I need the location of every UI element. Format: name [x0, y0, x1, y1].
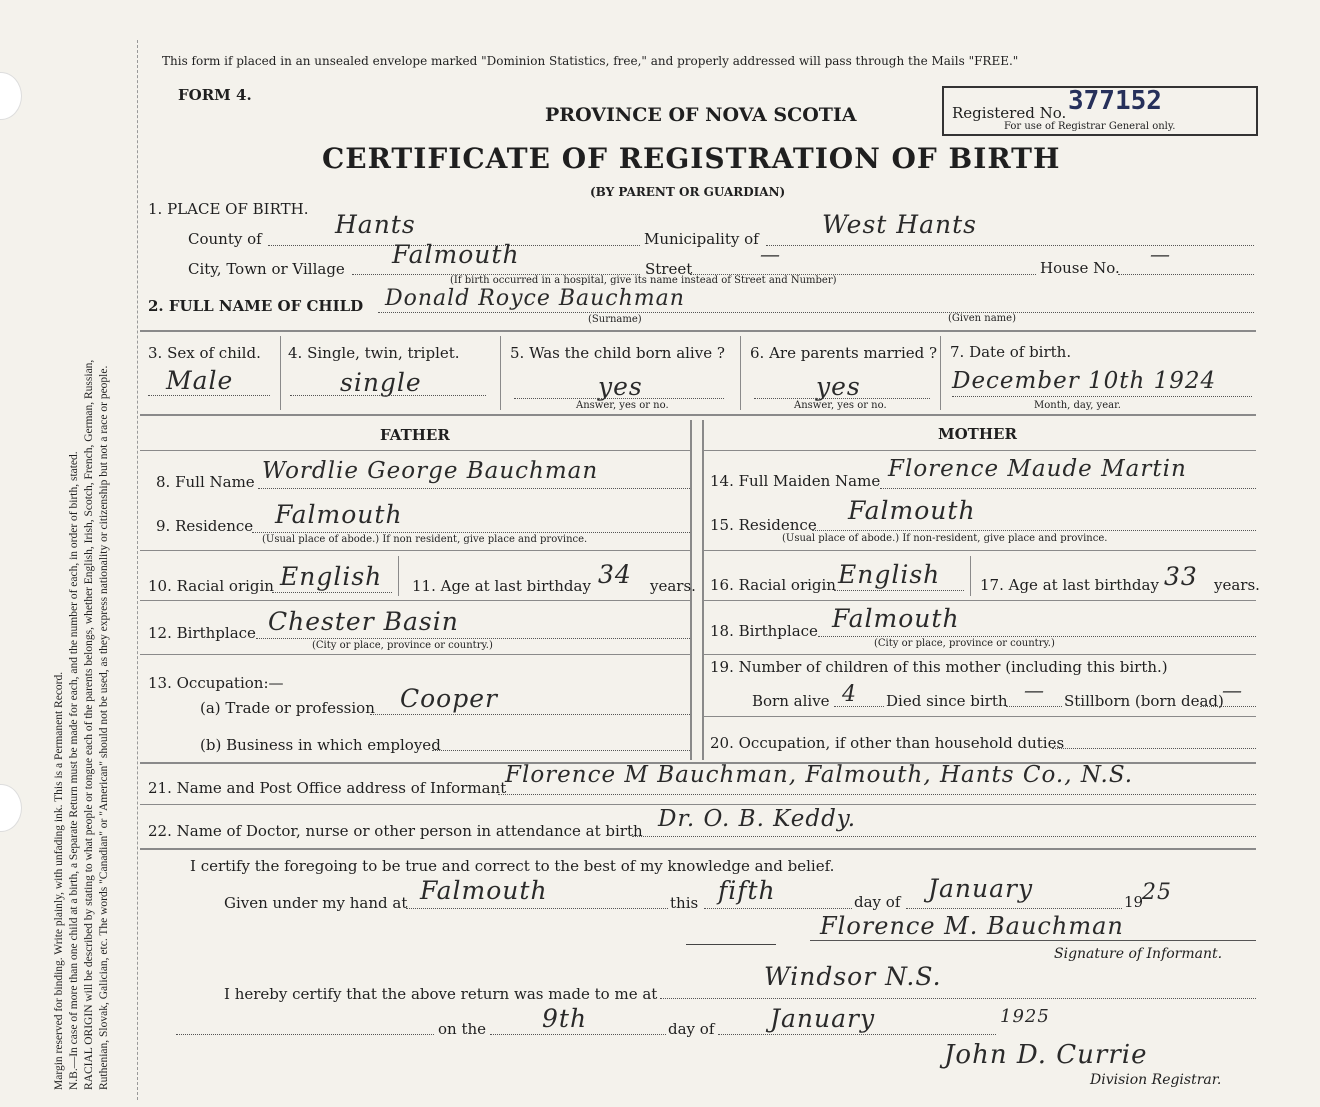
born-alive-note: Answer, yes or no.	[576, 400, 669, 411]
trade-value: Cooper	[400, 684, 498, 713]
children-count-label: 19. Number of children of this mother (including this birth.)	[710, 658, 1168, 676]
born-alive-answer: yes	[598, 372, 643, 401]
mother-name-label: 14. Full Maiden Name	[710, 472, 881, 490]
margin-note-1: Margin reserved for binding. Write plainly, with unfading ink. This is a Permanent Record.	[53, 671, 65, 1090]
father-birthplace-note: (City or place, province or country.)	[312, 640, 493, 651]
province-heading: PROVINCE OF NOVA SCOTIA	[545, 104, 857, 126]
mother-heading: MOTHER	[938, 425, 1017, 443]
registrar-note: For use of Registrar General only.	[1004, 121, 1176, 132]
municipality-value: West Hants	[822, 210, 977, 239]
informant-value: Florence M Bauchman, Falmouth, Hants Co., N.S.	[505, 762, 1134, 788]
margin-note-2: N.B.—In case of more than one child at a birth, a Separate Return must be made for each, and the number of each, in order of birth, stated.	[68, 451, 80, 1090]
registered-label: Registered No.	[952, 104, 1067, 122]
married-note: Answer, yes or no.	[794, 400, 887, 411]
trade-label: (a) Trade or profession	[200, 699, 375, 717]
registrar-signature: John D. Currie	[944, 1040, 1148, 1070]
child-name-value: Donald Royce Bauchman	[385, 286, 685, 311]
dob-note: Month, day, year.	[1034, 400, 1121, 411]
margin-rule	[137, 40, 138, 1100]
registrar-certify-text: I hereby certify that the above return was made to me at	[224, 985, 658, 1003]
child-name-label: 2. FULL NAME OF CHILD	[148, 297, 364, 315]
signature-caption: Signature of Informant.	[1054, 946, 1223, 962]
mother-birthplace-label: 18. Birthplace	[710, 622, 818, 640]
plurality-value: single	[340, 368, 422, 397]
given-year-value: 25	[1142, 880, 1172, 905]
mother-birthplace-value: Falmouth	[832, 604, 960, 633]
given-under-hand-label: Given under my hand at	[224, 894, 408, 912]
father-race-label: 10. Racial origin	[148, 577, 274, 595]
registered-box	[942, 86, 1258, 136]
day-of-label: day of	[854, 893, 901, 911]
registrar-day-of-label: day of	[668, 1020, 715, 1038]
mother-race-label: 16. Racial origin	[710, 576, 836, 594]
city-value: Falmouth	[392, 240, 520, 269]
born-alive-count-label: Born alive	[752, 692, 830, 710]
registrar-caption: Division Registrar.	[1090, 1072, 1222, 1088]
street-value: —	[760, 242, 781, 266]
father-name-label: 8. Full Name	[156, 473, 255, 491]
father-occupation-label: 13. Occupation:—	[148, 674, 284, 692]
mother-residence-note: (Usual place of abode.) If non-resident, give place and province.	[782, 533, 1108, 544]
born-alive-question: 5. Was the child born alive ?	[510, 344, 725, 362]
house-label: House No.	[1040, 259, 1120, 277]
father-residence-note: (Usual place of abode.) If non resident, give place and province.	[262, 534, 588, 545]
mother-age-value: 33	[1164, 562, 1198, 591]
sex-value: Male	[166, 366, 234, 395]
registrar-place-value: Windsor N.S.	[764, 962, 942, 991]
born-alive-count: 4	[842, 682, 857, 707]
certify-text: I certify the foregoing to be true and correct to the best of my knowledge and belief.	[190, 857, 835, 875]
postal-note: This form if placed in an unsealed envelope marked "Dominion Statistics, free," and properly addressed will pass through the Mails "FREE."	[162, 54, 1019, 68]
signature-rule	[686, 944, 776, 945]
binding-hole-bottom	[0, 784, 22, 832]
house-value: —	[1150, 242, 1171, 266]
mother-residence-label: 15. Residence	[710, 516, 817, 534]
informant-signature: Florence M. Bauchman	[820, 912, 1124, 940]
hospital-note: (If birth occurred in a hospital, give its name instead of Street and Number)	[450, 275, 837, 286]
on-the-label: on the	[438, 1020, 487, 1038]
father-years: years.	[650, 577, 696, 595]
county-label: County of	[188, 230, 262, 248]
street-label: Street	[645, 260, 693, 278]
municipality-label: Municipality of	[644, 230, 759, 248]
stillborn-label: Stillborn (born dead)	[1064, 692, 1224, 710]
given-place-value: Falmouth	[420, 876, 548, 905]
this-label: this	[670, 894, 699, 912]
father-race-value: English	[280, 562, 383, 591]
margin-note-4: Ruthenian, Slovak, Galician, etc. The words "Canadian" or "American" should not be used, as they express nationality or citizenship but not a race or people.	[98, 365, 110, 1090]
given-note: (Given name)	[948, 313, 1016, 324]
business-label: (b) Business in which employed	[200, 736, 441, 754]
mother-age-label: 17. Age at last birthday	[980, 576, 1159, 594]
mother-years: years.	[1214, 576, 1260, 594]
binding-hole-top	[0, 72, 22, 120]
plurality-label: 4. Single, twin, triplet.	[288, 344, 460, 362]
registrar-year-value: 1925	[1000, 1006, 1050, 1027]
died-since-birth-label: Died since birth	[886, 692, 1008, 710]
stillborn-value: —	[1222, 678, 1243, 702]
place-of-birth-label: 1. PLACE OF BIRTH.	[148, 200, 309, 218]
married-question: 6. Are parents married ?	[750, 344, 938, 362]
mother-name-value: Florence Maude Martin	[888, 456, 1187, 482]
father-birthplace-value: Chester Basin	[268, 607, 459, 636]
year-prefix: 19	[1124, 893, 1144, 911]
margin-note-3: RACIAL ORIGIN will be described by stating to what people or tongue each of the parents belongs, whether English, Irish, Scotch, French, German, Russian,	[83, 359, 95, 1090]
given-day-value: fifth	[718, 876, 776, 905]
given-month-value: January	[928, 874, 1034, 903]
father-age-label: 11. Age at last birthday	[412, 577, 591, 595]
certificate-title: CERTIFICATE OF REGISTRATION OF BIRTH	[322, 142, 1061, 175]
married-answer: yes	[816, 372, 861, 401]
certificate-subtitle: (BY PARENT OR GUARDIAN)	[590, 185, 786, 199]
surname-note: (Surname)	[588, 314, 642, 325]
died-since-birth-value: —	[1024, 678, 1045, 702]
father-birthplace-label: 12. Birthplace	[148, 624, 256, 642]
informant-label: 21. Name and Post Office address of Informant	[148, 779, 507, 797]
sex-label: 3. Sex of child.	[148, 344, 261, 362]
county-value: Hants	[335, 210, 416, 239]
mother-birthplace-note: (City or place, province or country.)	[874, 638, 1055, 649]
mother-occupation-label: 20. Occupation, if other than household duties	[710, 734, 1065, 752]
city-label: City, Town or Village	[188, 260, 345, 278]
doctor-label: 22. Name of Doctor, nurse or other person in attendance at birth	[148, 822, 643, 840]
registrar-day-value: 9th	[542, 1004, 588, 1033]
mother-race-value: English	[838, 560, 941, 589]
dob-label: 7. Date of birth.	[950, 343, 1072, 361]
form-number: FORM 4.	[178, 86, 252, 104]
father-age-value: 34	[598, 560, 632, 589]
father-residence-label: 9. Residence	[156, 517, 254, 535]
father-name-value: Wordlie George Bauchman	[262, 458, 599, 484]
registered-number: 377152	[1068, 86, 1162, 116]
dob-value: December 10th 1924	[952, 368, 1217, 394]
mother-residence-value: Falmouth	[848, 496, 976, 525]
margin-notes	[52, 20, 112, 1090]
father-residence-value: Falmouth	[275, 500, 403, 529]
registrar-month-value: January	[770, 1004, 876, 1033]
doctor-value: Dr. O. B. Keddy.	[658, 806, 857, 832]
father-heading: FATHER	[380, 426, 450, 444]
